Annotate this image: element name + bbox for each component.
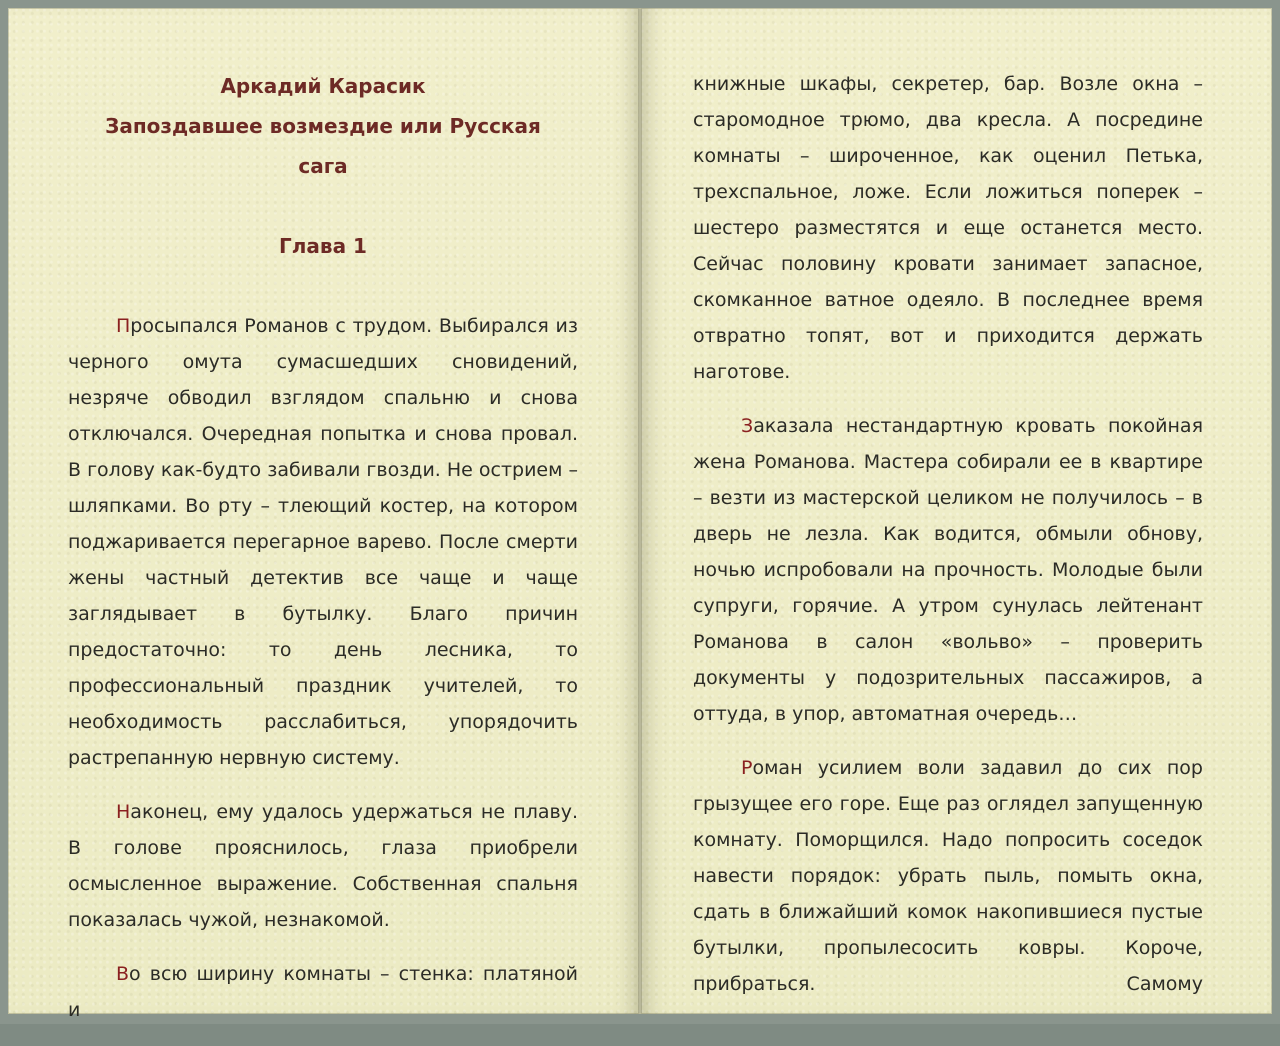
author-name: Аркадий Карасик [220,74,426,98]
paragraph [68,956,578,1028]
paragraph-text: аказала нестандартную кровать покойная жена Романова. Мастера собирали ее в квартире – везти из мастерской целиком не получилось – в дверь не лезла. Как водится, обмыли обнову, ночью испробовали на прочность. Молодые были супруги, горячие. А утром сунулась лейтенант Романова в салон «вольво» – проверить документы у подозрительных пассажиров, а оттуда, в упор, автоматная очередь… [693,415,1203,725]
paragraph [68,794,578,938]
paragraph-initial: Н [116,801,131,823]
paragraph-text: о всю ширину комнаты – стенка: платяной и [68,963,578,1021]
left-page-content [68,66,578,1046]
book-title-line-1: Запоздавшее возмездие или Русская [105,114,541,138]
paragraph-continuation: книжные шкафы, секретер, бар. Возле окна – старомодное трюмо, два кресла. А посредине комнаты – широченное, как оценил Петька, трехспальное, ложе. Если ложиться поперек – шестеро разместятся и еще останется место. Сейчас половину кровати занимает запасное, скомканное ватное одеяло. В последнее время отвратно топят, вот и приходится держать наготове. [693,73,1203,383]
paragraph-text: аконец, ему удалось удержаться не плаву. В голове прояснилось, глаза приобрели осмысленное выражение. Собственная спальня показалась чужой, незнакомой. [68,801,578,931]
left-page[interactable] [8,8,639,1021]
paragraph-initial: В [116,963,130,985]
chapter-title: Глава 1 [279,234,367,258]
paragraph [68,308,578,776]
paragraph-text: оман усилием воли задавил до сих пор грызущее его горе. Еще раз оглядел запущенную комнату. Поморщился. Надо попросить соседок навести порядок: убрать пыль, помыть окна, сдать в ближайший комок накопившиеся пустые бутылки, пропылесосить ковры. Короче, прибраться. Самому [693,757,1203,995]
paragraph [693,750,1203,1002]
paragraph [693,408,1203,732]
right-page[interactable] [641,8,1272,1014]
right-page-content [693,66,1203,1020]
paragraph-initial: Р [741,757,753,779]
book-title-line-2: сага [298,154,348,178]
paragraph-initial: З [741,415,754,437]
paragraph-text: росыпался Романов с трудом. Выбирался из черного омута сумасшедших сновидений, незряче обводил взглядом спальню и снова отключался. Очередная попытка и снова провал. В голову как-будто забивали гвозди. Не острием – шляпками. Во рту – тлеющий костер, на котором поджаривается перегарное варево. После смерти жены частный детектив все чаще и чаще заглядывает в бутылку. Благо причин предостаточно: то день лесника, то профессиональный праздник учителей, то необходимость расслабиться, упорядочить растрепанную нервную систему. [68,315,578,769]
paragraph-initial: П [116,315,131,337]
